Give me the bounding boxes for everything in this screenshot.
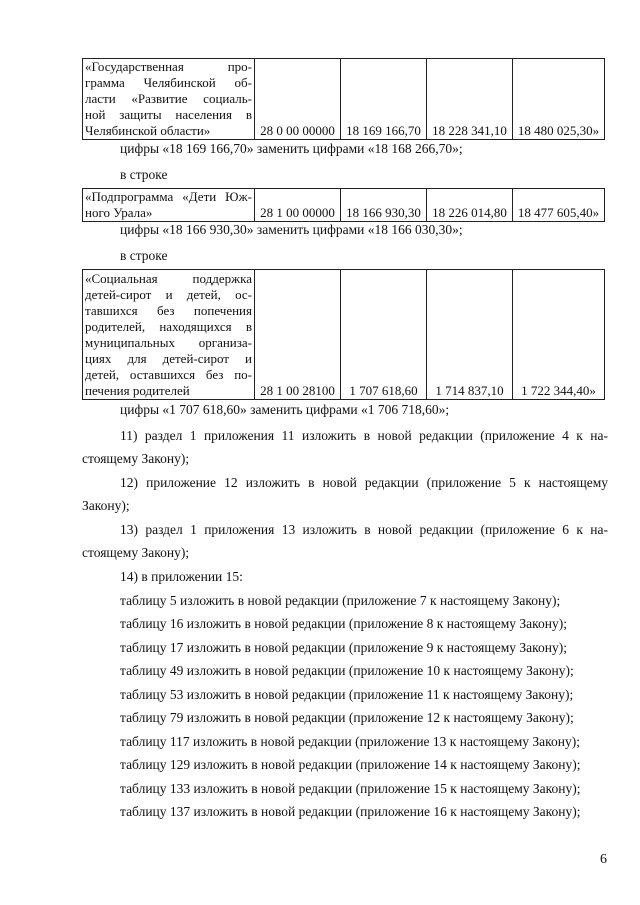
value-cell: 18 226 014,80: [427, 189, 513, 222]
row-name-line: грамма Челябинской об-: [85, 75, 252, 90]
value-cell: 1 714 837,10: [427, 270, 513, 400]
row-name-line: детей, оставшихся без по-: [85, 367, 252, 382]
row-name-line: тавшихся без попечения: [85, 303, 252, 318]
replace-text-line: цифры «18 169 166,70» заменить цифрами «18 168 266,70»;: [120, 141, 463, 156]
row-name-line: «Подпрограмма «Дети Юж-: [85, 189, 252, 204]
item-12-line-2: Закону);: [82, 498, 130, 513]
value-cell: 18 477 605,40»: [513, 189, 605, 222]
row-name-line: ласти «Развитие социаль-: [85, 91, 252, 106]
row-name-cell: [83, 189, 255, 222]
item-14-heading: 14) в приложении 15:: [120, 569, 243, 584]
table-row: [83, 270, 605, 400]
budget-table-social-support: [82, 269, 605, 400]
table-change-line: таблицу 53 изложить в новой редакции (приложение 11 к настоящему Закону);: [120, 687, 574, 702]
budget-table-subprogram: [82, 188, 605, 222]
table-change-line: таблицу 17 изложить в новой редакции (приложение 9 к настоящему Закону);: [120, 640, 568, 655]
value-cell: 1 707 618,60: [341, 270, 427, 400]
value-cell: 18 228 341,10: [427, 59, 513, 140]
value-cell: 18 480 025,30»: [513, 59, 605, 140]
table-change-line: таблицу 133 изложить в новой редакции (приложение 15 к настоящему Закону);: [120, 781, 581, 796]
page-number: 6: [600, 852, 607, 867]
item-12-line-1: 12) приложение 12 изложить в новой редакции (приложение 5 к настоящему: [120, 475, 608, 490]
row-name-line: родителей, находящихся в: [85, 319, 252, 334]
row-name-cell: [83, 59, 255, 140]
row-name-line: «Социальная поддержка: [85, 271, 252, 286]
item-13-line-1: 13) раздел 1 приложения 13 изложить в новой редакции (приложение 6 к на-: [120, 522, 608, 537]
row-name-cell: [83, 270, 255, 400]
item-11-line-1: 11) раздел 1 приложения 11 изложить в новой редакции (приложение 4 к на-: [120, 428, 608, 443]
row-name-line: «Государственная про-: [85, 59, 252, 74]
value-cell: 18 166 930,30: [341, 189, 427, 222]
table-change-line: таблицу 79 изложить в новой редакции (приложение 12 к настоящему Закону);: [120, 710, 574, 725]
table-change-line: таблицу 137 изложить в новой редакции (приложение 16 к настоящему Закону);: [120, 804, 581, 819]
code-cell: 28 0 00 00000: [255, 59, 341, 140]
in-row-text: в строке: [120, 167, 168, 182]
value-cell: 1 722 344,40»: [513, 270, 605, 400]
table-change-line: таблицу 5 изложить в новой редакции (приложение 7 к настоящему Закону);: [120, 593, 561, 608]
item-13-line-2: стоящему Закону);: [82, 545, 190, 560]
table-change-line: таблицу 129 изложить в новой редакции (приложение 14 к настоящему Закону);: [120, 757, 581, 772]
table-change-line: таблицу 117 изложить в новой редакции (приложение 13 к настоящему Закону);: [120, 734, 581, 749]
replace-text-line: цифры «18 166 930,30» заменить цифрами «18 166 030,30»;: [120, 222, 463, 237]
row-name-line: Челябинской области»: [85, 123, 211, 138]
row-name-line: муниципальных организа-: [85, 335, 252, 350]
replace-text-line: цифры «1 707 618,60» заменить цифрами «1 706 718,60»;: [120, 402, 450, 417]
row-name-line: ного Урала»: [85, 205, 153, 220]
item-11-line-2: стоящему Закону);: [82, 451, 190, 466]
table-change-line: таблицу 16 изложить в новой редакции (приложение 8 к настоящему Закону);: [120, 616, 568, 631]
code-cell: 28 1 00 00000: [255, 189, 341, 222]
code-cell: 28 1 00 28100: [255, 270, 341, 400]
table-row: [83, 59, 605, 140]
in-row-text: в строке: [120, 248, 168, 263]
row-name-line: циях для детей-сирот и: [85, 351, 252, 366]
budget-table-state-program: [82, 58, 605, 140]
value-cell: 18 169 166,70: [341, 59, 427, 140]
table-change-line: таблицу 49 изложить в новой редакции (приложение 10 к настоящему Закону);: [120, 663, 574, 678]
row-name-line: печения родителей: [85, 383, 190, 398]
table-row: [83, 189, 605, 222]
row-name-line: детей-сирот и детей, ос-: [85, 287, 252, 302]
row-name-line: ной защиты населения в: [85, 107, 252, 122]
